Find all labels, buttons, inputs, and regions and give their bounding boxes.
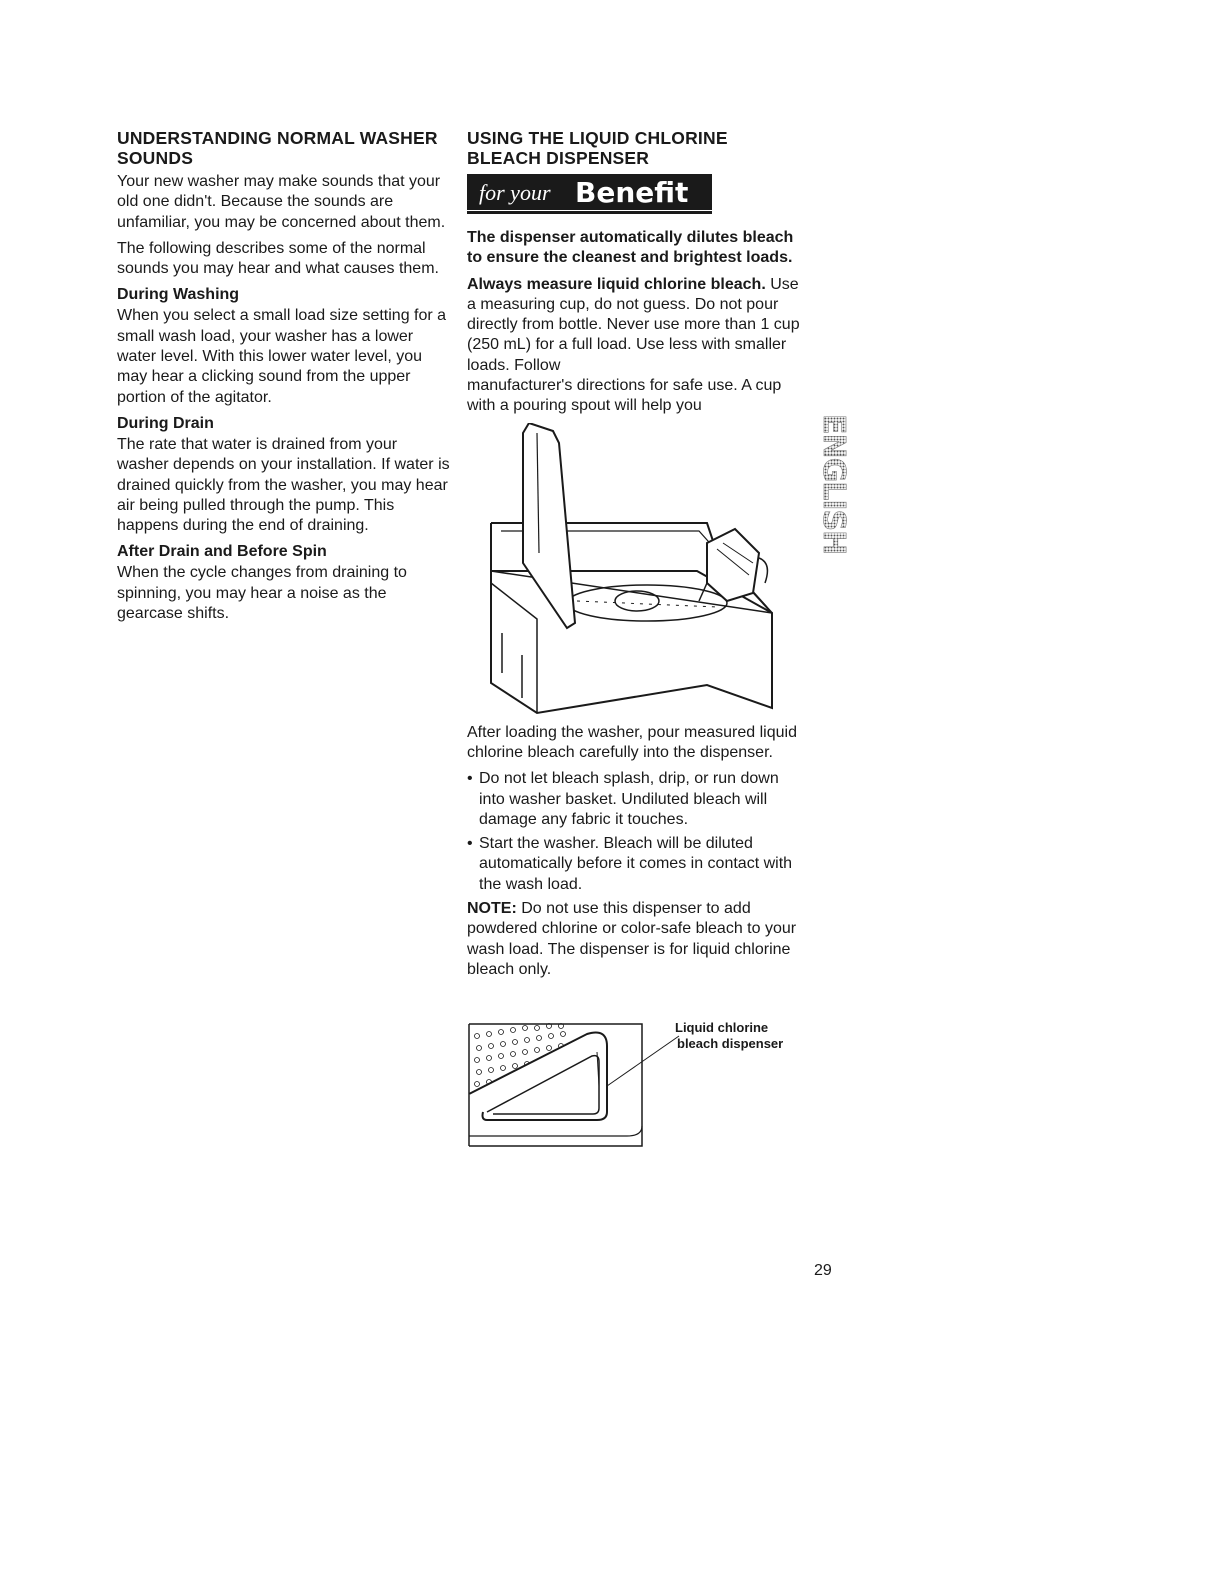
section-heading-bleach-dispenser: USING THE LIQUID CHLORINE BLEACH DISPENSER [467,128,728,168]
measure-bold: Always measure liquid chlorine bleach. [467,275,766,293]
measure-text: Use a measuring cup, do not guess. Do not pour directly from bottle. Never use more than 1 cup (250 mL) for a full load. Use less with smaller loads. Follow [467,275,800,374]
english-tab-text: ENGLISH [816,414,851,555]
for-your-benefit-logo [467,174,712,216]
right-column [467,128,802,1156]
logo-script-text: for your [479,180,551,205]
subheading-after-drain: After Drain and Before Spin [117,543,327,561]
subheading-during-drain: During Drain [117,414,214,432]
note-paragraph [467,899,802,980]
bullet-item: • Start the washer. Bleach will be diluted automatically before it comes in contact with the wash load. [467,834,802,895]
bullet-item: • Do not let bleach splash, drip, or run down into washer basket. Undiluted bleach will damage any fabric it touches. [467,769,802,830]
page-number: 29 [814,1262,832,1279]
paragraph-during-washing: When you select a small load size setting for a small wash load, your washer has a lower water level. With this lower water level, you may hear a clicking sound from the upper portion of the agitator. [117,307,447,406]
note-label: NOTE: [467,900,517,918]
english-side-tab [816,410,856,590]
measure-paragraph [467,275,802,376]
subheading-during-washing: During Washing [117,286,240,304]
left-column [117,128,452,630]
washer-pouring-illustration [467,423,787,723]
paragraph-during-drain: The rate that water is drained from your washer depends on your installation. If water is drained quickly from the washer, you may hear air being pulled through the pump. This happens during the end of draining. [117,435,450,535]
measure-paragraph-cont: manufacturer's directions for safe use. A cup with a pouring spout will help you [467,377,782,415]
lead-paragraph: The dispenser automatically dilutes bleach to ensure the cleanest and brightest loads. [467,229,794,267]
logo-bold-text: Benefit [575,176,689,209]
intro-paragraph-1: Your new washer may make sounds that your old one didn't. Because the sounds are unfamiliar, you may be concerned about them. [117,173,446,231]
paragraph-after-drain: When the cycle changes from draining to spinning, you may hear a noise as the gearcase shifts. [117,564,407,623]
note-text: Do not use this dispenser to add powdered chlorine or color-safe bleach to your wash load. The dispenser is for liquid chlorine bleach only. [467,900,797,978]
bleach-bullet-list [467,769,802,895]
callout-label-line1: Liquid chlorine [675,1020,769,1036]
intro-paragraph-2: The following describes some of the normal sounds you may hear and what causes them. [117,239,439,278]
section-heading-washer-sounds: UNDERSTANDING NORMAL WASHER SOUNDS [117,128,438,168]
callout-label-line2: bleach dispenser [677,1036,784,1052]
dispenser-closeup-illustration [467,1016,802,1156]
after-loading-paragraph: After loading the washer, pour measured liquid chlorine bleach carefully into the dispenser. [467,723,797,761]
